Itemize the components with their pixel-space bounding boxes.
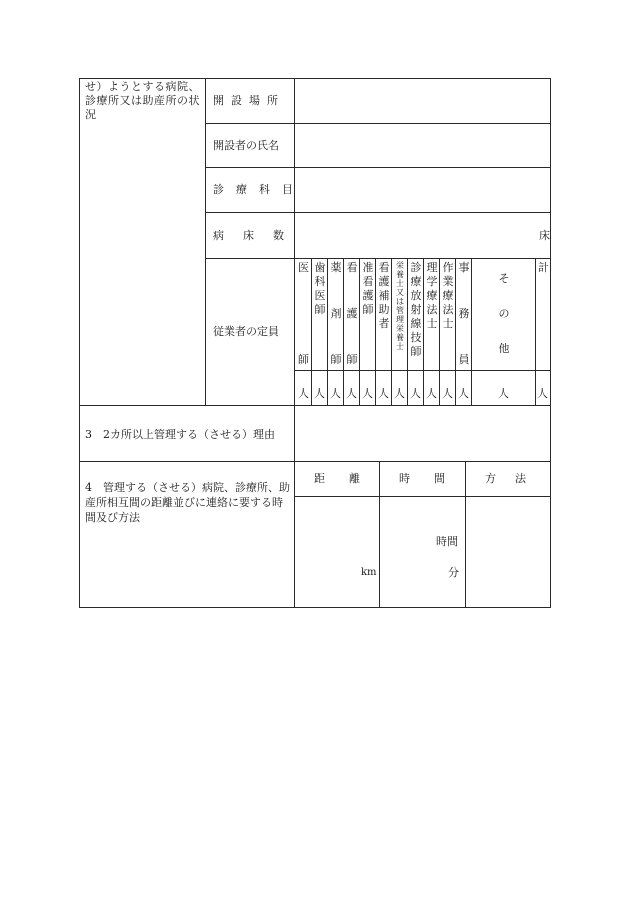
border-top bbox=[79, 78, 551, 79]
staff-column-header: 事 務 員 bbox=[458, 261, 470, 366]
row-label-founder-name: 開設者の氏名 bbox=[213, 139, 279, 152]
staff-column-header: 理 学 療 法 士 bbox=[426, 261, 438, 330]
divider-col-a bbox=[205, 78, 206, 405]
staff-unit-label: 人 bbox=[458, 387, 469, 400]
unit-hours: 時間 bbox=[436, 535, 458, 548]
staff-col-line bbox=[439, 258, 440, 405]
divider-section-3 bbox=[79, 405, 551, 406]
staff-unit-label: 人 bbox=[346, 387, 357, 400]
border-left bbox=[79, 78, 80, 608]
staff-column-header: 計 bbox=[538, 261, 549, 274]
staff-col-line bbox=[407, 258, 408, 405]
staff-unit-label: 人 bbox=[362, 387, 373, 400]
staff-unit-label: 人 bbox=[330, 387, 341, 400]
divider-row-1 bbox=[205, 123, 551, 124]
row-label-beds: 病床数 bbox=[213, 229, 303, 242]
staff-column-header: 看 護 補 助 者 bbox=[378, 261, 390, 330]
staff-column-header: 准 看 護 師 bbox=[362, 261, 374, 316]
staff-column-header: 医 師 bbox=[298, 261, 309, 366]
staff-col-line bbox=[471, 258, 472, 405]
section-4-label: 4 管理する（させる）病院、診療所、助産所相互間の距離並びに連絡に要する時間及び方法 bbox=[85, 481, 290, 524]
staff-col-line bbox=[327, 258, 328, 405]
header-time: 時間 bbox=[399, 472, 469, 485]
unit-minutes: 分 bbox=[448, 566, 459, 579]
staff-unit-label: 人 bbox=[410, 387, 421, 400]
unit-km: km bbox=[361, 567, 377, 578]
staff-unit-label: 人 bbox=[498, 387, 509, 400]
divider-row-3 bbox=[205, 212, 551, 213]
staff-col-line bbox=[311, 258, 312, 405]
staff-unit-label: 人 bbox=[394, 387, 405, 400]
divider-row-4 bbox=[205, 258, 551, 259]
header-distance: 距離 bbox=[314, 472, 384, 485]
staff-column-header: そ の 他 bbox=[498, 271, 510, 356]
staff-unit-label: 人 bbox=[298, 387, 309, 400]
staff-unit-label: 人 bbox=[537, 387, 548, 400]
staff-column-header: 栄 養 士 又 は 管 理 栄 養 士 bbox=[396, 261, 404, 351]
row-label-location-text: 開設場所 bbox=[213, 94, 285, 107]
staff-column-header: 作 業 療 法 士 bbox=[442, 261, 454, 330]
staff-col-line bbox=[455, 258, 456, 405]
staff-column-header: 薬 剤 師 bbox=[330, 261, 342, 366]
staff-col-line bbox=[343, 258, 344, 405]
staff-unit-label: 人 bbox=[442, 387, 453, 400]
row-label-departments: 診療科目 bbox=[213, 183, 305, 196]
staff-column-header: 診 療 放 射 線 技 師 bbox=[410, 261, 422, 358]
staff-col-line bbox=[391, 258, 392, 405]
row-label-location bbox=[213, 94, 287, 108]
staff-column-header: 歯 科 医 師 bbox=[314, 261, 326, 316]
row-label-staff: 従業者の定員 bbox=[213, 325, 279, 338]
section-2-label: せ）ようとする病院、診療所又は助産所の状況 bbox=[85, 80, 200, 121]
header-method: 方法 bbox=[485, 472, 545, 485]
staff-unit-label: 人 bbox=[314, 387, 325, 400]
divider-section-4 bbox=[79, 461, 551, 462]
section-3-label: 3 2カ所以上管理する（させる）理由 bbox=[85, 428, 275, 441]
divider-s4-header bbox=[294, 496, 551, 497]
staff-unit-label: 人 bbox=[378, 387, 389, 400]
beds-unit: 床 bbox=[539, 229, 550, 242]
divider-col-b bbox=[294, 78, 295, 608]
border-bottom bbox=[79, 607, 551, 608]
staff-col-line bbox=[423, 258, 424, 405]
staff-col-line bbox=[359, 258, 360, 405]
staff-column-header: 看 護 師 bbox=[346, 261, 358, 366]
divider-row-2 bbox=[205, 167, 551, 168]
staff-col-line bbox=[375, 258, 376, 405]
staff-unit-label: 人 bbox=[426, 387, 437, 400]
